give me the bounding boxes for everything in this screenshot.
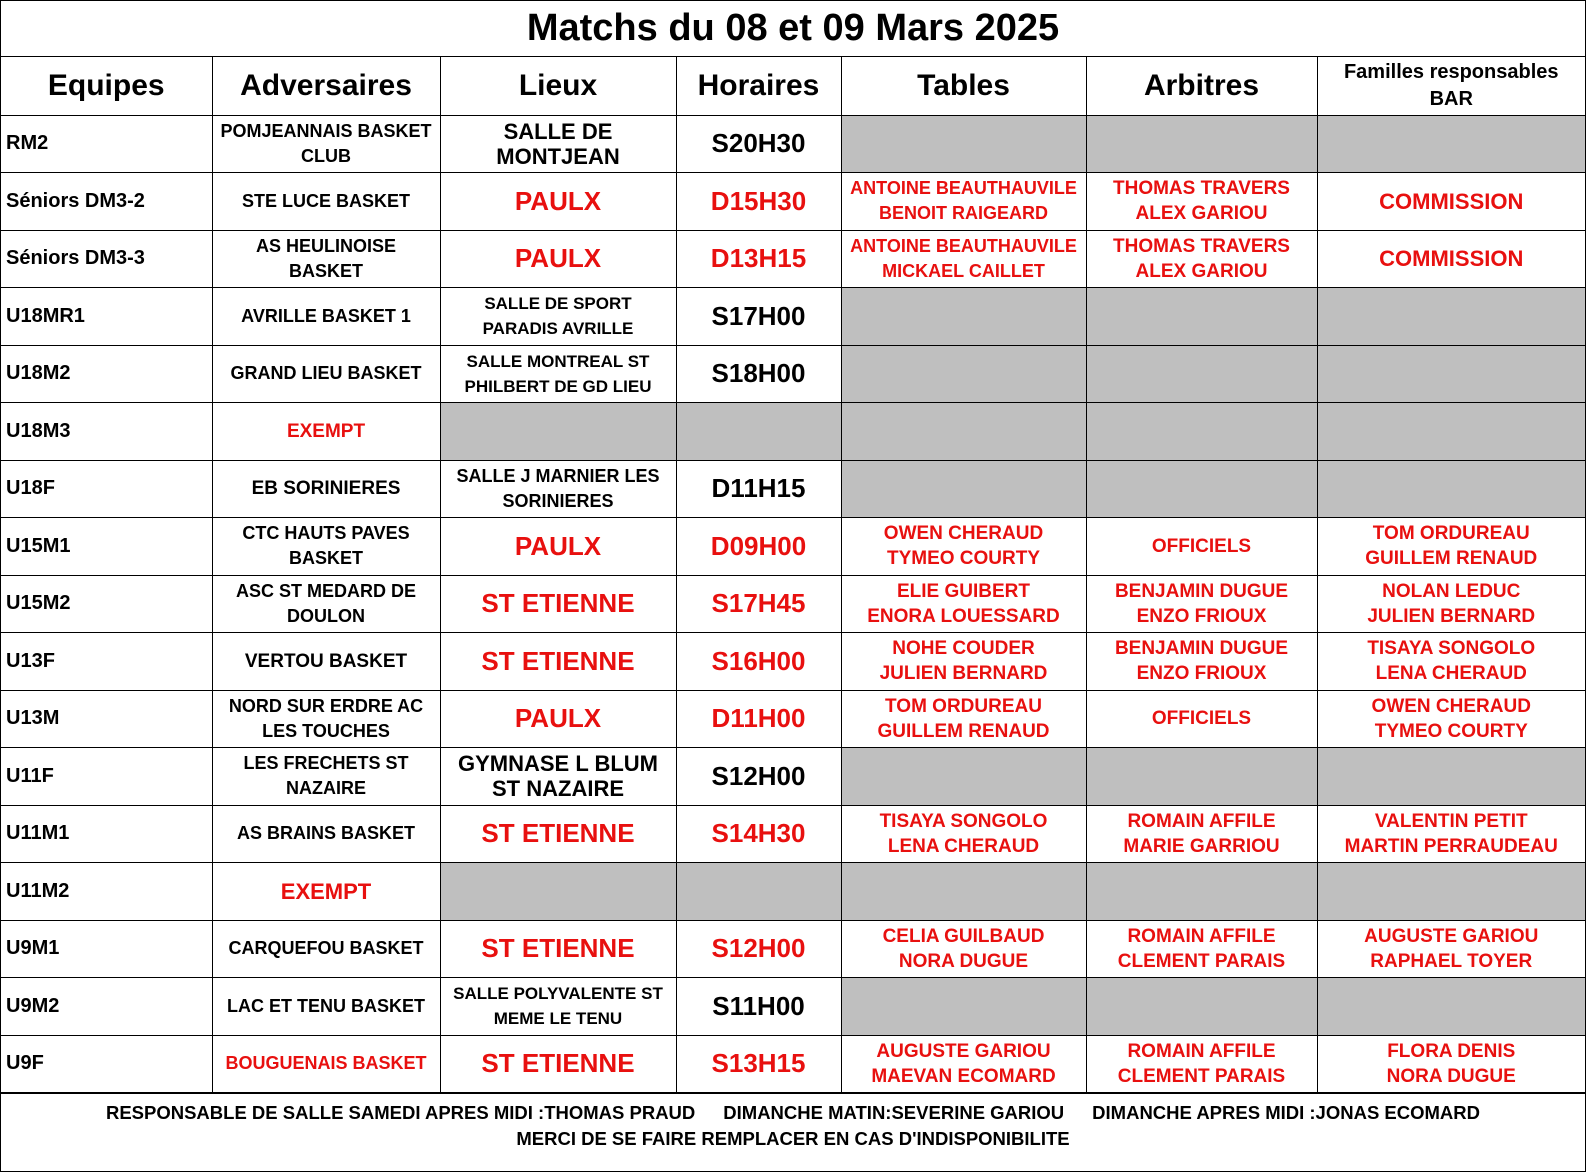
bar-cell-name: OWEN CHERAUD bbox=[1371, 695, 1531, 717]
adversaire-cell: NORD SUR ERDRE AC LES TOUCHES bbox=[212, 690, 440, 748]
arbitres-cell bbox=[1086, 230, 1317, 288]
footer-note: MERCI DE SE FAIRE REMPLACER EN CAS D'INDISPONIBILITE bbox=[516, 1128, 1070, 1149]
header-adversaires: Adversaires bbox=[212, 57, 440, 115]
adversaire-cell: GRAND LIEU BASKET bbox=[212, 345, 440, 403]
table-row bbox=[1, 1035, 1585, 1093]
team-cell: U11M2 bbox=[1, 863, 212, 921]
adversaire-cell: EB SORINIERES bbox=[212, 460, 440, 518]
arbitres-cell bbox=[1086, 345, 1317, 403]
bar-cell-name: FLORA DENIS bbox=[1387, 1040, 1516, 1062]
table-row bbox=[1, 115, 1585, 173]
table-row bbox=[1, 288, 1585, 346]
arbitres-cell-name: MARIE GARRIOU bbox=[1123, 835, 1280, 857]
table-row bbox=[1, 230, 1585, 288]
adversaire-cell: AS BRAINS BASKET bbox=[212, 805, 440, 863]
table-row bbox=[1, 690, 1585, 748]
arbitres-cell-name: ROMAIN AFFILE bbox=[1127, 925, 1276, 947]
tables-cell-name: CELIA GUILBAUD bbox=[882, 925, 1045, 947]
tables-cell-name: OWEN CHERAUD bbox=[883, 523, 1044, 545]
arbitres-cell-name: CLEMENT PARAIS bbox=[1117, 950, 1286, 972]
adversaire-cell: STE LUCE BASKET bbox=[212, 173, 440, 231]
horaire-cell: D11H15 bbox=[676, 460, 841, 518]
table-row bbox=[1, 460, 1585, 518]
bar-cell-name: NOLAN LEDUC bbox=[1382, 580, 1521, 602]
team-cell: U18M3 bbox=[1, 403, 212, 461]
lieu-cell bbox=[440, 403, 676, 461]
lieu-cell: PAULX bbox=[440, 230, 676, 288]
bar-cell bbox=[1317, 575, 1585, 633]
team-cell: U15M1 bbox=[1, 518, 212, 576]
tables-cell bbox=[841, 1035, 1086, 1093]
team-cell: U11F bbox=[1, 748, 212, 806]
arbitres-cell-name: ALEX GARIOU bbox=[1135, 203, 1268, 225]
tables-cell-name: NOHE COUDER bbox=[892, 638, 1035, 660]
arbitres-cell bbox=[1086, 518, 1317, 576]
adversaire-cell: POMJEANNAIS BASKET CLUB bbox=[212, 115, 440, 173]
arbitres-cell bbox=[1086, 403, 1317, 461]
tables-cell bbox=[841, 805, 1086, 863]
header-row bbox=[1, 57, 1585, 115]
table-row bbox=[1, 748, 1585, 806]
tables-cell-name: ANTOINE BEAUTHAUVILE bbox=[850, 178, 1077, 199]
bar-cell bbox=[1317, 115, 1585, 173]
tables-cell bbox=[841, 288, 1086, 346]
bar-cell bbox=[1317, 345, 1585, 403]
table-row bbox=[1, 920, 1585, 978]
adversaire-cell: EXEMPT bbox=[212, 403, 440, 461]
page-title: Matchs du 08 et 09 Mars 2025 bbox=[1, 1, 1585, 57]
horaire-cell: S13H15 bbox=[676, 1035, 841, 1093]
bar-cell-name: TOM ORDUREAU bbox=[1372, 523, 1530, 545]
lieu-cell: PAULX bbox=[440, 518, 676, 576]
arbitres-cell bbox=[1086, 748, 1317, 806]
team-cell: U9F bbox=[1, 1035, 212, 1093]
tables-cell bbox=[841, 633, 1086, 691]
tables-cell bbox=[841, 173, 1086, 231]
bar-cell bbox=[1317, 748, 1585, 806]
horaire-cell: S11H00 bbox=[676, 978, 841, 1036]
arbitres-cell bbox=[1086, 173, 1317, 231]
adversaire-cell: CARQUEFOU BASKET bbox=[212, 920, 440, 978]
tables-cell-name: TISAYA SONGOLO bbox=[879, 810, 1048, 832]
arbitres-cell bbox=[1086, 288, 1317, 346]
bar-cell bbox=[1317, 863, 1585, 921]
arbitres-cell bbox=[1086, 460, 1317, 518]
horaire-cell: D09H00 bbox=[676, 518, 841, 576]
tables-cell bbox=[841, 690, 1086, 748]
bar-cell-name: COMMISSION bbox=[1379, 188, 1524, 214]
bar-cell bbox=[1317, 1035, 1585, 1093]
bar-cell bbox=[1317, 518, 1585, 576]
adversaire-cell: EXEMPT bbox=[212, 863, 440, 921]
team-cell: U18MR1 bbox=[1, 288, 212, 346]
footer-dimanche-matin: DIMANCHE MATIN:SEVERINE GARIOU bbox=[723, 1102, 1065, 1123]
header-familles-bar: Familles responsables BAR bbox=[1317, 57, 1585, 115]
table-row bbox=[1, 173, 1585, 231]
tables-cell-name: TOM ORDUREAU bbox=[885, 695, 1042, 717]
lieu-cell bbox=[440, 863, 676, 921]
tables-cell-name: JULIEN BERNARD bbox=[879, 663, 1048, 685]
bar-cell bbox=[1317, 173, 1585, 231]
table-row bbox=[1, 863, 1585, 921]
tables-cell bbox=[841, 978, 1086, 1036]
adversaire-cell: CTC HAUTS PAVES BASKET bbox=[212, 518, 440, 576]
team-cell: RM2 bbox=[1, 115, 212, 173]
adversaire-cell: LES FRECHETS ST NAZAIRE bbox=[212, 748, 440, 806]
table-row bbox=[1, 518, 1585, 576]
horaire-cell: S20H30 bbox=[676, 115, 841, 173]
team-cell: U11M1 bbox=[1, 805, 212, 863]
tables-cell-name: TYMEO COURTY bbox=[886, 548, 1041, 570]
bar-cell bbox=[1317, 460, 1585, 518]
lieu-cell: SALLE J MARNIER LES SORINIERES bbox=[440, 460, 676, 518]
arbitres-cell-name: BENJAMIN DUGUE bbox=[1114, 638, 1289, 660]
footer bbox=[1, 1093, 1585, 1158]
team-cell: Séniors DM3-3 bbox=[1, 230, 212, 288]
bar-cell bbox=[1317, 805, 1585, 863]
bar-cell bbox=[1317, 230, 1585, 288]
bar-cell-name: MARTIN PERRAUDEAU bbox=[1344, 835, 1558, 857]
table-row bbox=[1, 805, 1585, 863]
tables-cell-name: ENORA LOUESSARD bbox=[867, 605, 1060, 627]
lieu-cell: ST ETIENNE bbox=[440, 1035, 676, 1093]
bar-cell-name: AUGUSTE GARIOU bbox=[1364, 925, 1539, 947]
adversaire-cell: VERTOU BASKET bbox=[212, 633, 440, 691]
arbitres-cell bbox=[1086, 920, 1317, 978]
lieu-cell: ST ETIENNE bbox=[440, 920, 676, 978]
header-horaires: Horaires bbox=[676, 57, 841, 115]
arbitres-cell-name: ROMAIN AFFILE bbox=[1127, 810, 1276, 832]
arbitres-cell-name: ROMAIN AFFILE bbox=[1127, 1040, 1276, 1062]
tables-cell bbox=[841, 460, 1086, 518]
arbitres-cell-name: OFFICIELS bbox=[1151, 535, 1252, 557]
match-table bbox=[1, 57, 1585, 1093]
arbitres-cell-name: ALEX GARIOU bbox=[1135, 260, 1268, 282]
tables-cell-name: AUGUSTE GARIOU bbox=[876, 1040, 1051, 1062]
team-cell: U13F bbox=[1, 633, 212, 691]
bar-cell-name: JULIEN BERNARD bbox=[1367, 605, 1536, 627]
tables-cell-name: BENOIT RAIGEARD bbox=[878, 203, 1048, 224]
arbitres-cell bbox=[1086, 575, 1317, 633]
arbitres-cell-name: ENZO FRIOUX bbox=[1136, 605, 1267, 627]
header-equipes: Equipes bbox=[1, 57, 212, 115]
table-row bbox=[1, 633, 1585, 691]
table-row bbox=[1, 575, 1585, 633]
bar-cell-name: COMMISSION bbox=[1379, 246, 1524, 272]
horaire-cell: S12H00 bbox=[676, 748, 841, 806]
lieu-cell: SALLE MONTREAL ST PHILBERT DE GD LIEU bbox=[440, 345, 676, 403]
tables-cell bbox=[841, 230, 1086, 288]
tables-cell-name: ELIE GUIBERT bbox=[896, 580, 1030, 602]
header-tables: Tables bbox=[841, 57, 1086, 115]
table-row bbox=[1, 345, 1585, 403]
horaire-cell: S18H00 bbox=[676, 345, 841, 403]
horaire-cell bbox=[676, 863, 841, 921]
adversaire-cell: LAC ET TENU BASKET bbox=[212, 978, 440, 1036]
bar-cell bbox=[1317, 633, 1585, 691]
lieu-cell: ST ETIENNE bbox=[440, 805, 676, 863]
tables-cell-name: MAEVAN ECOMARD bbox=[871, 1065, 1056, 1087]
tables-cell-name: LENA CHERAUD bbox=[887, 835, 1040, 857]
arbitres-cell bbox=[1086, 633, 1317, 691]
adversaire-cell: BOUGUENAIS BASKET bbox=[212, 1035, 440, 1093]
arbitres-cell bbox=[1086, 1035, 1317, 1093]
lieu-cell: PAULX bbox=[440, 690, 676, 748]
horaire-cell: D13H15 bbox=[676, 230, 841, 288]
bar-cell-name: TYMEO COURTY bbox=[1374, 720, 1528, 742]
adversaire-cell: AS HEULINOISE BASKET bbox=[212, 230, 440, 288]
header-lieux: Lieux bbox=[440, 57, 676, 115]
horaire-cell: D15H30 bbox=[676, 173, 841, 231]
table-row bbox=[1, 403, 1585, 461]
tables-cell bbox=[841, 403, 1086, 461]
bar-cell bbox=[1317, 403, 1585, 461]
bar-cell bbox=[1317, 978, 1585, 1036]
team-cell: U9M2 bbox=[1, 978, 212, 1036]
arbitres-cell-name: THOMAS TRAVERS bbox=[1113, 235, 1290, 257]
footer-line-responsables bbox=[106, 1100, 1480, 1126]
lieu-cell: ST ETIENNE bbox=[440, 633, 676, 691]
tables-cell-name: MICKAEL CAILLET bbox=[882, 260, 1045, 281]
bar-cell-name: GUILLEM RENAUD bbox=[1365, 548, 1538, 570]
arbitres-cell bbox=[1086, 863, 1317, 921]
adversaire-cell: ASC ST MEDARD DE DOULON bbox=[212, 575, 440, 633]
horaire-cell: S17H45 bbox=[676, 575, 841, 633]
arbitres-cell-name: THOMAS TRAVERS bbox=[1113, 178, 1290, 200]
tables-cell-name: GUILLEM RENAUD bbox=[877, 720, 1050, 742]
bar-cell bbox=[1317, 690, 1585, 748]
adversaire-cell: AVRILLE BASKET 1 bbox=[212, 288, 440, 346]
tables-cell bbox=[841, 518, 1086, 576]
lieu-cell: PAULX bbox=[440, 173, 676, 231]
tables-cell-name: ANTOINE BEAUTHAUVILE bbox=[850, 235, 1077, 256]
bar-cell-name: TISAYA SONGOLO bbox=[1367, 638, 1536, 660]
footer-samedi: RESPONSABLE DE SALLE SAMEDI APRES MIDI :THOMAS PRAUD bbox=[105, 1102, 696, 1123]
bar-cell-name: VALENTIN PETIT bbox=[1374, 810, 1528, 832]
tables-cell bbox=[841, 748, 1086, 806]
horaire-cell: S16H00 bbox=[676, 633, 841, 691]
bar-cell-name: NORA DUGUE bbox=[1386, 1065, 1516, 1087]
team-cell: U15M2 bbox=[1, 575, 212, 633]
team-cell: U13M bbox=[1, 690, 212, 748]
lieu-cell: SALLE DE SPORT PARADIS AVRILLE bbox=[440, 288, 676, 346]
header-arbitres: Arbitres bbox=[1086, 57, 1317, 115]
horaire-cell: S14H30 bbox=[676, 805, 841, 863]
bar-cell-name: LENA CHERAUD bbox=[1375, 663, 1527, 685]
footer-dimanche-apres-midi: DIMANCHE APRES MIDI :JONAS ECOMARD bbox=[1092, 1102, 1481, 1123]
horaire-cell: D11H00 bbox=[676, 690, 841, 748]
bar-cell-name: RAPHAEL TOYER bbox=[1370, 950, 1533, 972]
arbitres-cell-name: BENJAMIN DUGUE bbox=[1114, 580, 1289, 602]
team-cell: U9M1 bbox=[1, 920, 212, 978]
tables-cell bbox=[841, 115, 1086, 173]
bar-cell bbox=[1317, 920, 1585, 978]
horaire-cell: S12H00 bbox=[676, 920, 841, 978]
team-cell: U18M2 bbox=[1, 345, 212, 403]
tables-cell bbox=[841, 345, 1086, 403]
bar-cell bbox=[1317, 288, 1585, 346]
lieu-cell: ST ETIENNE bbox=[440, 575, 676, 633]
arbitres-cell bbox=[1086, 690, 1317, 748]
arbitres-cell-name: OFFICIELS bbox=[1151, 708, 1252, 730]
arbitres-cell-name: CLEMENT PARAIS bbox=[1117, 1065, 1286, 1087]
horaire-cell: S17H00 bbox=[676, 288, 841, 346]
arbitres-cell-name: ENZO FRIOUX bbox=[1136, 663, 1267, 685]
lieu-cell: SALLE DE MONTJEAN bbox=[440, 115, 676, 173]
team-cell: Séniors DM3-2 bbox=[1, 173, 212, 231]
tables-cell-name: NORA DUGUE bbox=[898, 950, 1029, 972]
table-row bbox=[1, 978, 1585, 1036]
tables-cell bbox=[841, 920, 1086, 978]
team-cell: U18F bbox=[1, 460, 212, 518]
lieu-cell: GYMNASE L BLUM ST NAZAIRE bbox=[440, 748, 676, 806]
tables-cell bbox=[841, 575, 1086, 633]
arbitres-cell bbox=[1086, 805, 1317, 863]
tables-cell bbox=[841, 863, 1086, 921]
arbitres-cell bbox=[1086, 115, 1317, 173]
lieu-cell: SALLE POLYVALENTE ST MEME LE TENU bbox=[440, 978, 676, 1036]
horaire-cell bbox=[676, 403, 841, 461]
arbitres-cell bbox=[1086, 978, 1317, 1036]
